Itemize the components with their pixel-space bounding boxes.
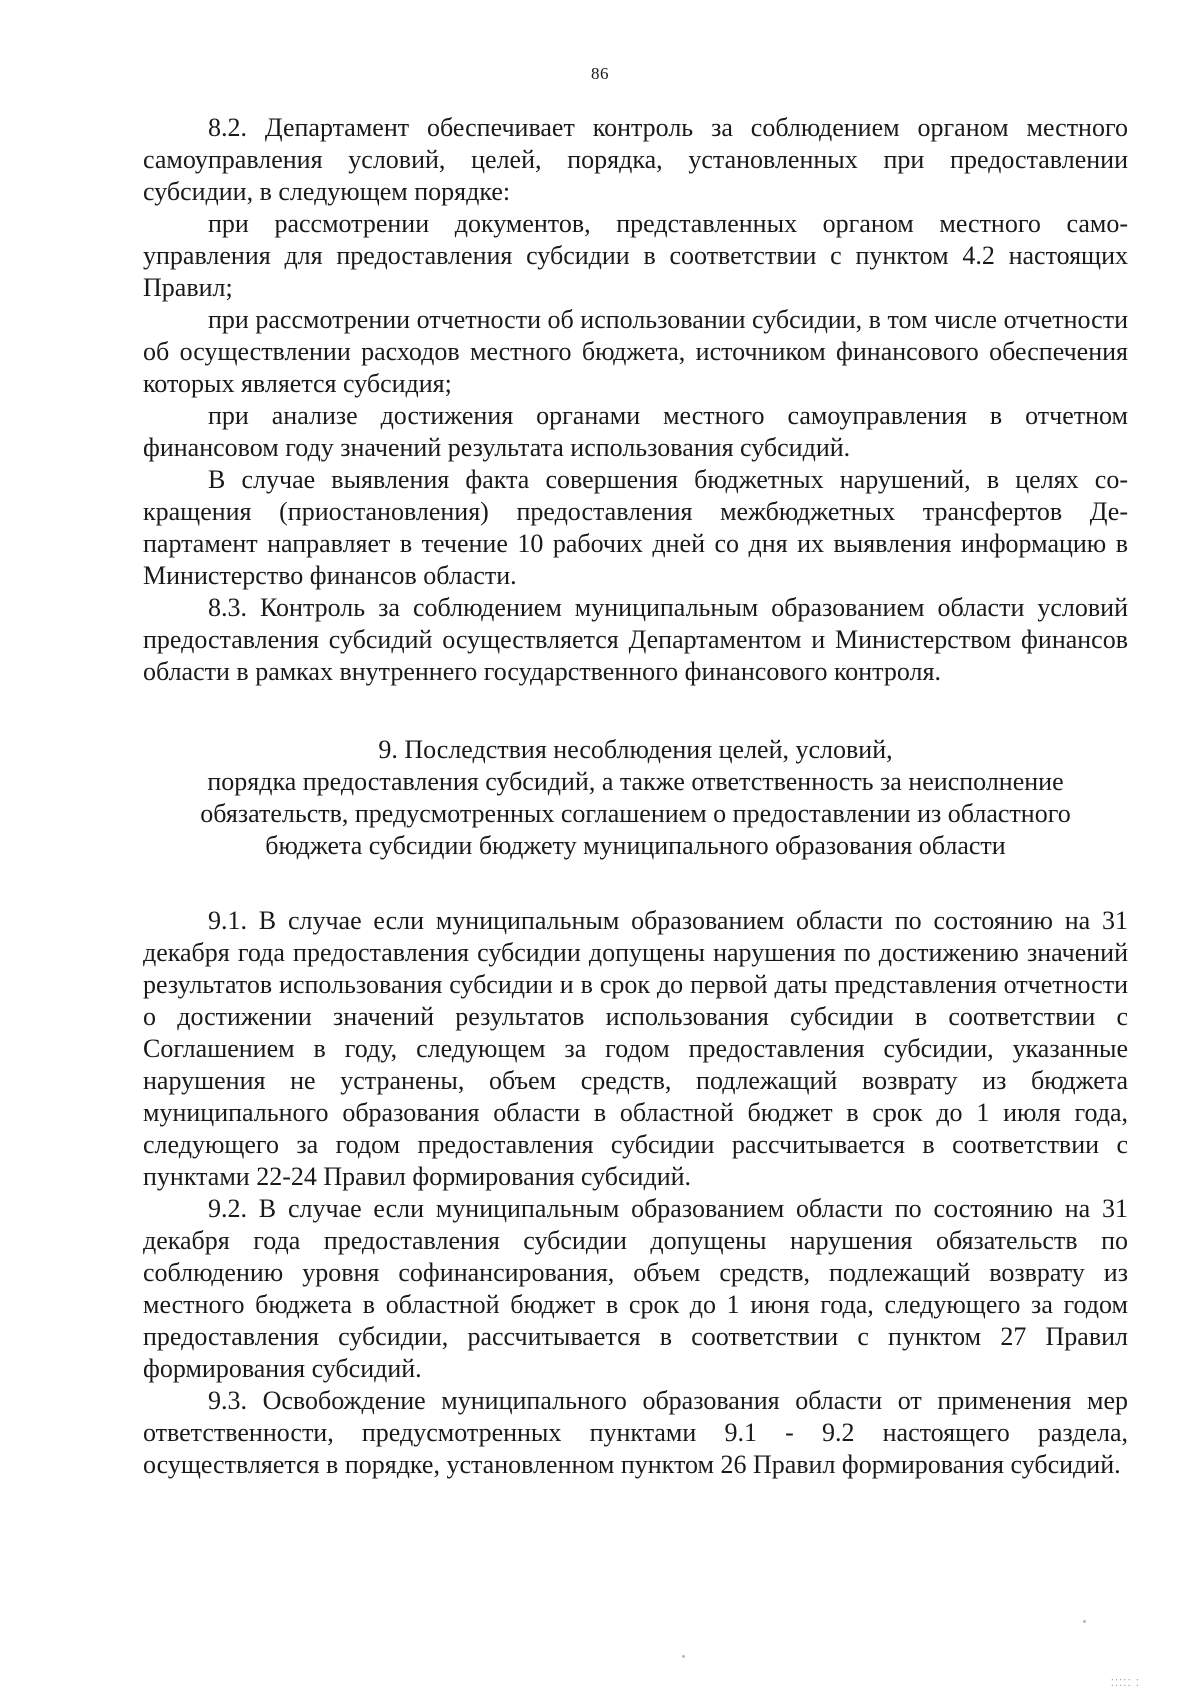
paragraph-budget-violations: В случае выявления факта совершения бюджетных нарушений, в целях сокращения (приостановления) предоставления межбюджетных трансфертов Департамент направляет в течение 10 рабочих дней со дня их выявления информацию в Министерство финансов области. [143,465,1128,590]
paragraph-documents-review: при рассмотрении документов, представленных органом местного самоуправления для предоставления субсидии в соответствии с пунктом 4.2 настоящих Правил; [143,209,1128,302]
section-heading-line: 9. Последствия несоблюдения целей, условий, [378,735,893,764]
paragraph-8-2: 8.2. Департамент обеспечивает контроль за соблюдением органом местного самоуправления условий, целей, порядка, установленных при предоставлении субсидии, в следующем порядке: [143,113,1128,206]
paragraph-8-3: 8.3. Контроль за соблюдением муниципальным образованием области условий предоставления субсидий осуществляется Департаментом и Министерством финансов области в рамках внутреннего государственного финансового контроля. [143,593,1128,686]
scan-speck [1083,1620,1086,1623]
paragraph-results-analysis: при анализе достижения органами местного самоуправления в отчетном финансовом году значений результата использования субсидий. [143,401,1128,462]
paragraph-9-2: 9.2. В случае если муниципальным образованием области по состоянию на 31 декабря года предоставления субсидии допущены нарушения обязательств по соблюдению уровня софинансирования, объем средств, подлежащий возврату из местного бюджета в областной бюджет в срок до 1 июня года, следующего за годом предоставления субсидии, рассчитывается в соответствии с пунктом 27 Правил формирования субсидий. [143,1194,1128,1383]
scan-artifact-mark: ⁚⁚⁚⁚⁚ ⁚ [1110,1678,1140,1689]
section-9-heading [143,734,1128,862]
document-body [143,112,1128,1481]
section-heading-line: порядка предоставления субсидий, а также ответственность за неисполнение [207,767,1064,796]
section-heading-line: бюджета субсидии бюджету муниципального образования области [265,831,1006,860]
paragraph-9-3: 9.3. Освобождение муниципального образования области от применения мер ответственности, предусмотренных пунктами 9.1 - 9.2 настоящего раздела, осуществляется в порядке, установленном пунктом 26 Правил формирования субсидий. [143,1386,1128,1479]
page-number: 86 [591,64,609,83]
paragraph-9-1: 9.1. В случае если муниципальным образованием области по состоянию на 31 декабря года предоставления субсидии допущены нарушения по достижению значений результатов использования субсидии и в срок до первой даты представления отчетности о достижении значений результатов использования субсидии в соответствии с Соглашением в году, следующем за годом предоставления субсидии, указанные нарушения не устранены, объем средств, подлежащий возврату из бюджета муниципального образования области в областной бюджет в срок до 1 июля года, следующего за годом предоставления субсидии рассчитывается в соответствии с пунктами 22-24 Правил формирования субсидий. [143,906,1128,1191]
section-heading-line: обязательств, предусмотренных соглашением о предоставлении из областного [200,799,1071,828]
paragraph-reporting-review: при рассмотрении отчетности об использовании субсидии, в том числе отчетности об осуществлении расходов местного бюджета, источником финансового обеспечения которых является субсидия; [143,305,1128,398]
scan-speck [682,1655,685,1658]
